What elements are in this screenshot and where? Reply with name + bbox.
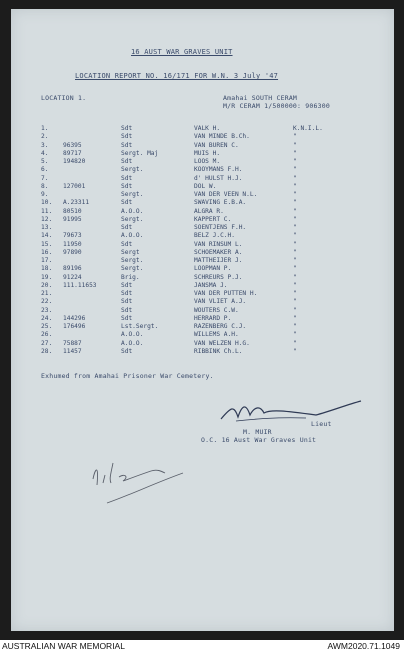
unit: " xyxy=(293,323,297,330)
service-number: 11950 xyxy=(63,240,82,248)
service-number: 11457 xyxy=(63,347,82,355)
list-item xyxy=(11,158,394,165)
soldier-name: SOENTJENS F.H. xyxy=(194,224,247,231)
catalogue-number: AWM2020.71.1049 xyxy=(327,641,400,651)
list-item xyxy=(11,282,394,289)
list-item xyxy=(11,323,394,330)
list-item xyxy=(11,224,394,231)
list-item xyxy=(11,199,394,206)
list-item xyxy=(11,150,394,157)
unit: " xyxy=(293,141,297,149)
rank: Sergt. xyxy=(121,191,144,198)
soldier-name: SCHOEMAKER A. xyxy=(194,248,243,256)
entry-number: 24. xyxy=(41,314,53,322)
list-item xyxy=(11,274,394,281)
rank: Sergt. xyxy=(121,166,144,174)
entry-number: 8. xyxy=(41,182,49,190)
rank: Sdt xyxy=(121,199,133,207)
exhumed-note: Exhumed from Amahai Prisoner War Cemetery. xyxy=(41,372,214,380)
unit: " xyxy=(293,290,297,297)
list-item xyxy=(11,142,394,149)
soldier-name: VAN BUREN C. xyxy=(194,141,239,149)
soldier-name: KAPPERT C. xyxy=(194,215,232,223)
unit: " xyxy=(293,149,297,157)
unit: " xyxy=(293,182,297,190)
soldier-name: KOOYMANS F.H. xyxy=(194,166,243,174)
rank: Sdt xyxy=(121,281,133,289)
soldier-name: SCHREURS P.J. xyxy=(194,273,243,281)
list-item xyxy=(11,133,394,140)
report-title: LOCATION REPORT NO. 16/171 FOR W.N. 3 July '47 xyxy=(75,72,279,80)
entry-number: 5. xyxy=(41,158,49,165)
rank: Sergt. xyxy=(121,215,144,223)
unit: " xyxy=(293,215,297,223)
entry-number: 27. xyxy=(41,339,53,347)
archive-name: AUSTRALIAN WAR MEMORIAL xyxy=(2,641,125,651)
list-item xyxy=(11,331,394,338)
document-page xyxy=(11,9,394,631)
unit: " xyxy=(293,298,297,306)
soldier-name: SWAVING E.B.A. xyxy=(194,199,247,207)
soldier-name: WILLEMS A.H. xyxy=(194,331,239,339)
service-number: 127001 xyxy=(63,182,86,190)
unit: " xyxy=(293,257,297,264)
rank: Sdt xyxy=(121,125,133,132)
service-number: 111.11653 xyxy=(63,281,97,289)
list-item xyxy=(11,249,394,256)
entry-number: 19. xyxy=(41,273,53,281)
entry-number: 10. xyxy=(41,199,53,207)
list-item xyxy=(11,125,394,132)
signatory-title: O.C. 16 Aust War Graves Unit xyxy=(201,436,317,444)
rank: Sergt xyxy=(121,248,140,256)
entry-number: 25. xyxy=(41,323,53,330)
entry-number: 18. xyxy=(41,265,53,273)
signature-image xyxy=(216,397,366,427)
entry-number: 13. xyxy=(41,224,53,231)
unit: " xyxy=(293,347,297,355)
list-item xyxy=(11,290,394,297)
soldier-name: VAN RINSUM L. xyxy=(194,240,243,248)
unit: " xyxy=(293,265,297,273)
rank: A.O.O. xyxy=(121,331,144,339)
entry-number: 20. xyxy=(41,281,53,289)
soldier-name: RIBBINK Ch.L. xyxy=(194,347,243,355)
service-number: 194820 xyxy=(63,158,86,165)
entry-number: 4. xyxy=(41,149,49,157)
soldier-name: ALGRA R. xyxy=(194,207,224,215)
rank: Sdt xyxy=(121,158,133,165)
list-item xyxy=(11,191,394,198)
rank: Sdt xyxy=(121,224,133,231)
rank: Sergt. xyxy=(121,257,144,264)
unit: " xyxy=(293,133,297,141)
service-number: 96395 xyxy=(63,141,82,149)
unit: " xyxy=(293,281,297,289)
soldier-name: LOOS M. xyxy=(194,158,221,165)
location-label: LOCATION 1. xyxy=(41,94,87,102)
service-number: A.23311 xyxy=(63,199,90,207)
entry-number: 14. xyxy=(41,232,53,240)
unit: " xyxy=(293,158,297,165)
entry-number: 16. xyxy=(41,248,53,256)
unit: " xyxy=(293,191,297,198)
rank: Sergt. Maj xyxy=(121,149,159,157)
soldier-name: VAN WELZEN H.G. xyxy=(194,339,250,347)
map-reference: M/R CERAM 1/500000: 906300 xyxy=(223,102,330,110)
service-number: 79673 xyxy=(63,232,82,240)
entry-number: 17. xyxy=(41,257,53,264)
rank: Sdt xyxy=(121,314,133,322)
service-number: 89717 xyxy=(63,149,82,157)
unit: " xyxy=(293,224,297,231)
entry-number: 2. xyxy=(41,133,49,141)
entry-number: 9. xyxy=(41,191,49,198)
service-number: 144296 xyxy=(63,314,86,322)
entry-number: 23. xyxy=(41,306,53,314)
unit: " xyxy=(293,199,297,207)
rank: Sdt xyxy=(121,240,133,248)
soldier-name: d' HULST H.J. xyxy=(194,174,243,182)
rank: Sdt xyxy=(121,141,133,149)
unit: " xyxy=(293,273,297,281)
entry-number: 11. xyxy=(41,207,53,215)
soldier-name: WOUTERS C.W. xyxy=(194,306,239,314)
unit: " xyxy=(293,248,297,256)
service-number: 97890 xyxy=(63,248,82,256)
rank: Sdt xyxy=(121,298,133,306)
service-number: 89196 xyxy=(63,265,82,273)
entry-number: 26. xyxy=(41,331,53,339)
unit: " xyxy=(293,174,297,182)
service-number: 75887 xyxy=(63,339,82,347)
rank: Sdt xyxy=(121,290,133,297)
pencil-initials xyxy=(85,449,195,509)
soldier-name: VAN DER VEEN N.L. xyxy=(194,191,258,198)
service-number: 91995 xyxy=(63,215,82,223)
service-number: 176496 xyxy=(63,323,86,330)
list-item xyxy=(11,348,394,355)
list-item xyxy=(11,241,394,248)
list-item xyxy=(11,208,394,215)
soldier-name: MATTHEIJER J. xyxy=(194,257,243,264)
entry-number: 22. xyxy=(41,298,53,306)
soldier-name: DOL W. xyxy=(194,182,217,190)
list-item xyxy=(11,183,394,190)
rank: Sergt. xyxy=(121,265,144,273)
list-item xyxy=(11,298,394,305)
soldier-name: VAN MINDE B.Ch. xyxy=(194,133,250,141)
signature-rank: Lieut xyxy=(311,420,332,428)
service-number: 91224 xyxy=(63,273,82,281)
rank: Sdt xyxy=(121,133,133,141)
soldier-name: BELZ J.C.H. xyxy=(194,232,235,240)
unit: " xyxy=(293,314,297,322)
soldier-name: JANSMA J. xyxy=(194,281,228,289)
soldier-name: MUIS H. xyxy=(194,149,221,157)
list-item xyxy=(11,315,394,322)
unit: " xyxy=(293,331,297,339)
list-item xyxy=(11,340,394,347)
rank: Sdt xyxy=(121,306,133,314)
unit: " xyxy=(293,339,297,347)
list-item xyxy=(11,265,394,272)
signatory-name: M. MUIR xyxy=(243,428,272,436)
rank: A.O.O. xyxy=(121,207,144,215)
entry-number: 28. xyxy=(41,347,53,355)
unit: " xyxy=(293,306,297,314)
soldier-name: HERRARD P. xyxy=(194,314,232,322)
soldier-name: LOOPMAN P. xyxy=(194,265,232,273)
list-item xyxy=(11,216,394,223)
rank: A.O.O. xyxy=(121,339,144,347)
list-item xyxy=(11,257,394,264)
unit: " xyxy=(293,166,297,174)
unit: " xyxy=(293,232,297,240)
rank: Brig. xyxy=(121,273,140,281)
entry-number: 6. xyxy=(41,166,49,174)
unit: " xyxy=(293,240,297,248)
place-name: Amahai SOUTH CERAM xyxy=(223,94,298,102)
service-number: 80510 xyxy=(63,207,82,215)
soldier-name: VALK H. xyxy=(194,125,221,132)
entry-number: 15. xyxy=(41,240,53,248)
entry-number: 21. xyxy=(41,290,53,297)
entry-number: 7. xyxy=(41,174,49,182)
rank: Sdt xyxy=(121,182,133,190)
list-item xyxy=(11,175,394,182)
entry-number: 1. xyxy=(41,125,49,132)
rank: Lst.Sergt. xyxy=(121,323,159,330)
entry-number: 3. xyxy=(41,141,49,149)
soldier-name: VAN DER PUTTEN H. xyxy=(194,290,258,297)
list-item xyxy=(11,307,394,314)
list-item xyxy=(11,232,394,239)
rank: A.O.O. xyxy=(121,232,144,240)
rank: Sdt xyxy=(121,347,133,355)
soldier-name: VAN VLIET A.J. xyxy=(194,298,247,306)
rank: Sdt xyxy=(121,174,133,182)
entry-number: 12. xyxy=(41,215,53,223)
unit: K.N.I.L. xyxy=(293,125,323,132)
soldier-name: RAZENBERG C.J. xyxy=(194,323,247,330)
list-item xyxy=(11,166,394,173)
unit: " xyxy=(293,207,297,215)
caption-bar xyxy=(0,640,404,653)
unit-title: 16 AUST WAR GRAVES UNIT xyxy=(131,48,233,56)
